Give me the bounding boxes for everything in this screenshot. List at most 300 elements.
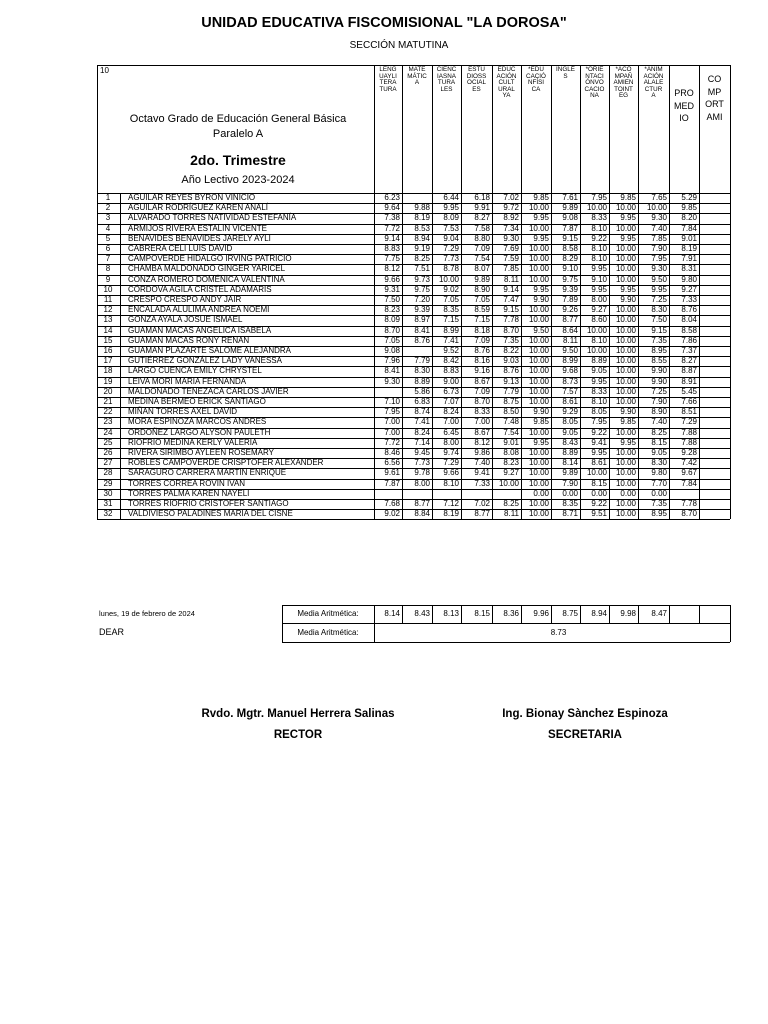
grade-cell: 7.79 xyxy=(414,356,430,366)
grade-cell: 8.10 xyxy=(591,223,607,233)
grade-cell: 10.00 xyxy=(528,223,549,233)
grade-cell: 10.00 xyxy=(528,499,549,508)
table-row xyxy=(97,305,730,315)
grade-cell: 9.10 xyxy=(591,274,607,284)
grade-cell: 9.86 xyxy=(474,448,490,457)
media-value: 8.14 xyxy=(384,609,400,618)
grade-cell: 7.84 xyxy=(681,478,697,488)
grade-cell: 7.34 xyxy=(503,223,519,233)
grade-cell: 9.89 xyxy=(474,274,490,284)
table-row xyxy=(97,275,730,285)
grade-cell: 7.14 xyxy=(414,437,430,447)
grade-cell: 8.33 xyxy=(591,386,607,396)
grade-cell: 8.27 xyxy=(681,356,697,366)
grade-cell: 9.90 xyxy=(533,407,549,417)
grade-cell: 9.15 xyxy=(651,325,667,335)
table-row xyxy=(97,509,730,519)
grade-cell: 7.02 xyxy=(503,193,519,202)
grade-cell: 7.68 xyxy=(384,499,400,508)
row-number: 8 xyxy=(105,264,111,274)
grade-cell: 7.70 xyxy=(651,478,667,488)
row-number: 12 xyxy=(103,305,113,315)
grade-cell: 9.95 xyxy=(533,284,549,294)
grade-cell: 0.00 xyxy=(591,488,607,498)
row-number: 9 xyxy=(105,274,111,284)
grade-cell: 7.95 xyxy=(591,193,607,202)
grade-cell: 10.00 xyxy=(615,458,636,468)
table-row xyxy=(97,468,730,478)
grade-cell: 9.13 xyxy=(503,376,519,386)
grade-cell: 9.95 xyxy=(620,284,636,294)
grade-cell: 8.77 xyxy=(474,509,490,519)
grade-cell: 9.95 xyxy=(591,264,607,274)
media-value: 8.94 xyxy=(591,609,607,618)
grade-cell: 8.76 xyxy=(503,366,519,376)
grade-cell: 9.74 xyxy=(443,448,459,457)
grade-cell: 8.11 xyxy=(563,335,578,345)
grade-cell: 9.03 xyxy=(503,356,519,366)
grade-cell: 7.69 xyxy=(503,244,519,253)
grade-cell: 8.10 xyxy=(591,244,607,253)
grade-cell: 8.75 xyxy=(503,397,519,406)
student-name: VALDIVIESO PALADINES MARIA DEL CISNE xyxy=(128,509,293,519)
grade-cell: 8.09 xyxy=(384,315,400,325)
grade-cell: 10.00 xyxy=(615,274,636,284)
dear-label: DEAR xyxy=(99,627,125,637)
grade-cell: 9.00 xyxy=(443,376,459,386)
grade-cell: 5.86 xyxy=(414,386,430,396)
grade-cell: 7.73 xyxy=(414,458,430,468)
grade-cell: 8.10 xyxy=(591,254,607,264)
student-name: GONZA AYALA JOSUE ISMAEL xyxy=(128,315,243,325)
grade-cell: 9.22 xyxy=(591,233,607,243)
grade-cell: 6.45 xyxy=(443,427,459,437)
grade-cell: 9.27 xyxy=(503,468,519,478)
grade-cell: 10.00 xyxy=(615,346,636,355)
grade-cell: 9.14 xyxy=(503,284,519,294)
grade-cell: 9.95 xyxy=(443,203,459,213)
grade-cell: 7.95 xyxy=(651,254,667,264)
table-row xyxy=(97,203,730,213)
row-number: 6 xyxy=(105,244,111,253)
grade-cell: 9.80 xyxy=(651,468,667,478)
table-row xyxy=(97,479,730,489)
student-name: CHAMBA MALDONADO GINGER YARICEL xyxy=(128,264,286,274)
grade-cell: 6.23 xyxy=(384,193,400,202)
grade-cell: 10.00 xyxy=(615,203,636,213)
grade-cell: 9.15 xyxy=(562,233,578,243)
table-row xyxy=(97,377,730,387)
rector-name: Rvdo. Mgtr. Manuel Herrera Salinas xyxy=(201,708,395,720)
media-value: 8.47 xyxy=(651,609,667,618)
grade-cell: 7.05 xyxy=(474,295,490,304)
grade-cell: 7.79 xyxy=(503,386,519,396)
grade-cell: 9.05 xyxy=(651,448,667,457)
student-name: GUAMAN MACAS RONY RENAN xyxy=(128,335,250,345)
row-number: 23 xyxy=(103,417,113,427)
grade-cell: 9.50 xyxy=(562,346,578,355)
grade-cell: 9.52 xyxy=(443,346,459,355)
grade-cell: 8.24 xyxy=(443,407,459,417)
grade-cell: 7.09 xyxy=(474,386,490,396)
row-number: 16 xyxy=(103,346,113,355)
grade-cell: 8.50 xyxy=(503,407,519,417)
row-number: 14 xyxy=(103,325,113,335)
grade-cell: 9.16 xyxy=(474,366,490,376)
grade-cell: 9.31 xyxy=(384,284,400,294)
rector-role: RECTOR xyxy=(273,729,323,741)
row-number: 5 xyxy=(105,233,111,243)
grade-cell: 7.33 xyxy=(474,478,490,488)
student-name: CRESPO CRESPO ANDY JAIR xyxy=(128,295,242,304)
grade-cell: 8.84 xyxy=(414,509,430,519)
grade-cell: 7.12 xyxy=(443,499,459,508)
table-row xyxy=(97,295,730,305)
grade-cell: 8.89 xyxy=(562,448,578,457)
grade-cell: 7.75 xyxy=(384,254,400,264)
student-name: RIOFRIO MEDINA KERLY VALERIA xyxy=(128,437,258,447)
grade-cell: 10.00 xyxy=(615,509,636,519)
grade-cell: 8.41 xyxy=(414,325,430,335)
student-name: BENAVIDES BENAVIDES JARELY AYLI xyxy=(128,233,271,243)
grade-cell: 7.09 xyxy=(474,244,490,253)
grade-cell: 10.00 xyxy=(528,427,549,437)
grade-cell: 8.78 xyxy=(443,264,459,274)
grade-cell: 7.89 xyxy=(562,295,578,304)
grade-cell: 7.00 xyxy=(474,417,490,427)
grade-cell: 8.41 xyxy=(384,366,400,376)
grade-cell: 8.90 xyxy=(474,284,490,294)
grade-cell: 8.61 xyxy=(591,458,607,468)
row-number: 31 xyxy=(103,499,113,508)
section-label: SECCIÓN MATUTINA xyxy=(349,40,449,51)
grade-cell: 7.00 xyxy=(384,417,400,427)
term-title: 2do. Trimestre xyxy=(190,152,286,168)
grade-cell: 9.08 xyxy=(384,346,400,355)
student-name: MIÑAN TORRES AXEL DAVID xyxy=(128,407,238,417)
grade-cell: 7.90 xyxy=(651,244,667,253)
grade-cell: 8.00 xyxy=(591,295,607,304)
grid-hline xyxy=(282,642,730,643)
table-row xyxy=(97,224,730,234)
grid-hline xyxy=(97,519,730,520)
grade-cell: 9.90 xyxy=(651,376,667,386)
grade-cell: 10.00 xyxy=(615,376,636,386)
grade-cell: 10.00 xyxy=(586,203,607,213)
grade-cell: 9.27 xyxy=(681,284,697,294)
grade-cell: 10.00 xyxy=(498,478,519,488)
grade-cell: 9.51 xyxy=(591,509,607,519)
media-global-value: 8.73 xyxy=(550,628,567,637)
row-number: 1 xyxy=(105,193,111,202)
grade-cell: 10.00 xyxy=(615,325,636,335)
grade-cell: 9.41 xyxy=(474,468,490,478)
grade-cell: 8.19 xyxy=(443,509,459,519)
row-number: 28 xyxy=(103,468,113,478)
grade-cell: 8.55 xyxy=(651,356,667,366)
grade-cell: 9.67 xyxy=(681,468,697,478)
grade-cell: 7.72 xyxy=(384,223,400,233)
grade-cell: 9.90 xyxy=(651,366,667,376)
grade-cell: 7.61 xyxy=(562,193,578,202)
grade-cell: 7.57 xyxy=(562,386,578,396)
grade-cell: 9.19 xyxy=(414,244,430,253)
row-number: 25 xyxy=(103,437,113,447)
student-name: GUAMAN MACAS ANGELICA ISABELA xyxy=(128,325,272,335)
row-number: 18 xyxy=(103,366,113,376)
grade-cell: 10.00 xyxy=(528,305,549,315)
grade-cell: 9.39 xyxy=(414,305,430,315)
grade-cell: 7.29 xyxy=(681,417,697,427)
grade-cell: 9.91 xyxy=(474,203,490,213)
grade-cell: 8.77 xyxy=(562,315,578,325)
grade-cell: 9.89 xyxy=(562,203,578,213)
grade-cell: 8.95 xyxy=(651,346,667,355)
grade-cell: 9.39 xyxy=(562,284,578,294)
grade-cell: 9.85 xyxy=(533,417,549,427)
grade-cell: 8.70 xyxy=(503,325,519,335)
student-name: ALVARADO TORRES NATIVIDAD ESTEFANÍA xyxy=(128,213,297,223)
media-value: 8.36 xyxy=(503,609,519,618)
row-number: 29 xyxy=(103,478,113,488)
grade-cell: 8.10 xyxy=(591,397,607,406)
grade-cell: 8.16 xyxy=(474,356,490,366)
school-title: UNIDAD EDUCATIVA FISCOMISIONAL "LA DOROSA" xyxy=(201,15,567,31)
grade-cell: 7.00 xyxy=(384,427,400,437)
grade-cell: 10.00 xyxy=(528,509,549,519)
grade-cell: 7.85 xyxy=(503,264,519,274)
grade-cell: 7.90 xyxy=(651,397,667,406)
grade-cell: 7.15 xyxy=(443,315,459,325)
grade-cell: 10.00 xyxy=(586,468,607,478)
grade-cell: 8.76 xyxy=(681,305,697,315)
grade-cell: 8.15 xyxy=(651,437,667,447)
grade-cell: 8.30 xyxy=(651,305,667,315)
column-header-10: *ANIMACIÓNALALECTURA xyxy=(643,66,664,99)
row-number: 10 xyxy=(103,284,113,294)
grade-cell: 8.19 xyxy=(414,213,430,223)
grade-cell: 7.78 xyxy=(681,499,697,508)
student-name: ARMIJOS RIVERA ESTALIN VICENTE xyxy=(128,223,267,233)
grade-cell: 9.45 xyxy=(414,448,430,457)
grade-cell: 7.35 xyxy=(651,499,667,508)
grade-cell: 8.00 xyxy=(414,478,430,488)
table-row xyxy=(97,244,730,254)
grade-cell: 8.61 xyxy=(562,397,578,406)
table-row xyxy=(97,356,730,366)
row-number: 13 xyxy=(103,315,113,325)
grade-cell: 10.00 xyxy=(528,203,549,213)
grade-cell: 8.76 xyxy=(414,335,430,345)
table-row xyxy=(97,499,730,509)
column-header-8: *ORIENTACIÓNVOCACIONA xyxy=(584,66,605,99)
grade-cell: 8.23 xyxy=(384,305,400,315)
grade-cell: 8.73 xyxy=(562,376,578,386)
grade-cell: 8.97 xyxy=(414,315,430,325)
grade-cell: 8.92 xyxy=(503,213,519,223)
grade-cell: 9.85 xyxy=(620,193,636,202)
grade-cell: 7.87 xyxy=(384,478,400,488)
grade-cell: 10.00 xyxy=(528,397,549,406)
grade-cell: 10.00 xyxy=(528,274,549,284)
grade-cell: 9.66 xyxy=(443,468,459,478)
grade-cell: 8.19 xyxy=(681,244,697,253)
grade-cell: 10.00 xyxy=(615,499,636,508)
grade-cell: 7.38 xyxy=(384,213,400,223)
grade-cell: 7.07 xyxy=(443,397,459,406)
table-row xyxy=(97,254,730,264)
grade-cell: 8.95 xyxy=(651,509,667,519)
grade-cell: 7.35 xyxy=(503,335,519,345)
grade-cell: 7.90 xyxy=(562,478,578,488)
grade-cell: 9.64 xyxy=(384,203,400,213)
grade-cell: 9.26 xyxy=(562,305,578,315)
media-value: 8.43 xyxy=(414,609,430,618)
grade-cell: 8.71 xyxy=(562,509,578,519)
table-row xyxy=(97,346,730,356)
grade-cell: 8.07 xyxy=(474,264,490,274)
grade-cell: 9.01 xyxy=(503,437,519,447)
column-header-7: INGLÉS xyxy=(556,66,575,80)
grade-cell: 9.30 xyxy=(651,264,667,274)
student-name: ROBLES CAMPOVERDE CRISPTOFER ALEXANDER xyxy=(128,458,324,468)
row-number: 15 xyxy=(103,335,113,345)
student-name: AGUILAR RODRÍGUEZ KAREN ANALÍ xyxy=(128,203,269,213)
grade-cell: 7.96 xyxy=(384,356,400,366)
grade-cell: 9.95 xyxy=(533,213,549,223)
table-row xyxy=(97,366,730,376)
row-number: 22 xyxy=(103,407,113,417)
grade-cell: 7.29 xyxy=(443,458,459,468)
grade-cell: 7.42 xyxy=(681,458,697,468)
report-date: lunes, 19 de febrero de 2024 xyxy=(99,609,195,618)
grade-cell: 7.91 xyxy=(681,254,697,264)
grade-cell: 8.18 xyxy=(474,325,490,335)
grade-cell: 9.50 xyxy=(651,274,667,284)
grade-cell: 10.00 xyxy=(586,325,607,335)
grade-cell: 10.00 xyxy=(528,448,549,457)
grade-cell: 7.50 xyxy=(651,315,667,325)
grade-cell: 10.00 xyxy=(528,478,549,488)
grade-cell: 7.50 xyxy=(384,295,400,304)
grade-cell: 7.02 xyxy=(474,499,490,508)
grade-cell: 10.00 xyxy=(528,366,549,376)
grade-cell: 10.00 xyxy=(528,315,549,325)
grade-cell: 0.00 xyxy=(533,488,549,498)
grade-cell: 0.00 xyxy=(651,488,667,498)
grade-cell: 8.10 xyxy=(591,335,607,345)
grade-cell: 8.08 xyxy=(503,448,519,457)
student-name: TORRES CORREA ROVIN IVAN xyxy=(128,478,246,488)
grade-cell: 0.00 xyxy=(562,488,578,498)
grade-cell: 7.41 xyxy=(443,335,459,345)
grade-cell: 9.27 xyxy=(591,305,607,315)
grade-cell: 8.70 xyxy=(474,397,490,406)
grade-cell: 10.00 xyxy=(615,305,636,315)
media-row-global xyxy=(282,624,730,642)
grade-cell: 9.14 xyxy=(384,233,400,243)
grade-cell: 9.95 xyxy=(591,448,607,457)
grade-cell: 8.89 xyxy=(591,356,607,366)
grade-cell: 10.00 xyxy=(528,244,549,253)
grade-cell: 9.95 xyxy=(651,284,667,294)
grade-cell: 9.29 xyxy=(562,407,578,417)
grade-cell: 9.04 xyxy=(443,233,459,243)
grade-cell: 8.14 xyxy=(562,458,578,468)
row-number: 27 xyxy=(103,458,113,468)
grade-cell: 8.33 xyxy=(474,407,490,417)
grade-cell: 10.00 xyxy=(586,346,607,355)
row-number: 11 xyxy=(103,295,113,304)
grade-cell: 7.20 xyxy=(414,295,430,304)
table-row xyxy=(97,326,730,336)
grade-cell: 9.85 xyxy=(533,193,549,202)
grade-cell: 9.90 xyxy=(533,295,549,304)
grade-cell: 9.90 xyxy=(620,295,636,304)
row-number: 21 xyxy=(103,397,113,406)
grade-cell: 9.22 xyxy=(591,499,607,508)
grade-cell: 8.70 xyxy=(681,509,697,519)
column-header-11: PROMEDIO xyxy=(674,88,694,123)
grade-cell: 7.25 xyxy=(651,295,667,304)
parallel-label: Paralelo A xyxy=(212,128,264,140)
grade-cell: 8.33 xyxy=(591,213,607,223)
grade-cell: 9.72 xyxy=(503,203,519,213)
grade-cell: 7.40 xyxy=(474,458,490,468)
grade-cell: 8.76 xyxy=(474,346,490,355)
grade-cell: 8.12 xyxy=(474,437,490,447)
student-name: SARAGURO CARRERA MARTIN ENRIQUE xyxy=(128,468,287,478)
grade-cell: 8.05 xyxy=(562,417,578,427)
column-header-5: EDUCACIÓNCULTURALYA xyxy=(496,66,517,99)
grade-cell: 8.20 xyxy=(681,213,697,223)
grade-cell: 9.85 xyxy=(681,203,697,213)
grade-cell: 8.12 xyxy=(384,264,400,274)
grade-cell: 9.95 xyxy=(620,213,636,223)
grade-cell: 8.00 xyxy=(443,437,459,447)
media-value: 8.15 xyxy=(474,609,490,618)
grade-cell: 7.53 xyxy=(443,223,459,233)
grade-cell: 7.41 xyxy=(414,417,430,427)
signature-rector xyxy=(178,708,418,750)
grade-cell: 10.00 xyxy=(615,386,636,396)
grade-cell: 7.88 xyxy=(681,437,697,447)
grade-cell: 8.15 xyxy=(591,478,607,488)
grade-cell: 9.10 xyxy=(562,264,578,274)
grade-cell: 9.02 xyxy=(384,509,400,519)
table-row xyxy=(97,387,730,397)
grade-cell: 10.00 xyxy=(438,274,459,284)
row-number: 20 xyxy=(103,386,113,396)
grade-cell: 10.00 xyxy=(615,254,636,264)
grade-cell: 10.00 xyxy=(528,335,549,345)
grade-cell: 8.80 xyxy=(474,233,490,243)
media-value: 9.96 xyxy=(533,609,549,618)
grade-cell: 10.00 xyxy=(528,346,549,355)
student-name: AGUILAR REYES BYRON VINICIO xyxy=(128,193,256,202)
grade-cell: 10.00 xyxy=(528,458,549,468)
grade-cell: 8.83 xyxy=(443,366,459,376)
student-name: ENCALADA ALULIMA ANDREA NOEMI xyxy=(128,305,270,315)
grade-cell: 6.83 xyxy=(414,397,430,406)
row-number: 4 xyxy=(105,223,111,233)
grade-cell: 8.11 xyxy=(504,509,519,519)
signature-secretary xyxy=(465,708,705,750)
grade-cell: 8.89 xyxy=(414,376,430,386)
grade-cell: 8.35 xyxy=(562,499,578,508)
table-row xyxy=(97,213,730,223)
media-value: 9.98 xyxy=(620,609,636,618)
